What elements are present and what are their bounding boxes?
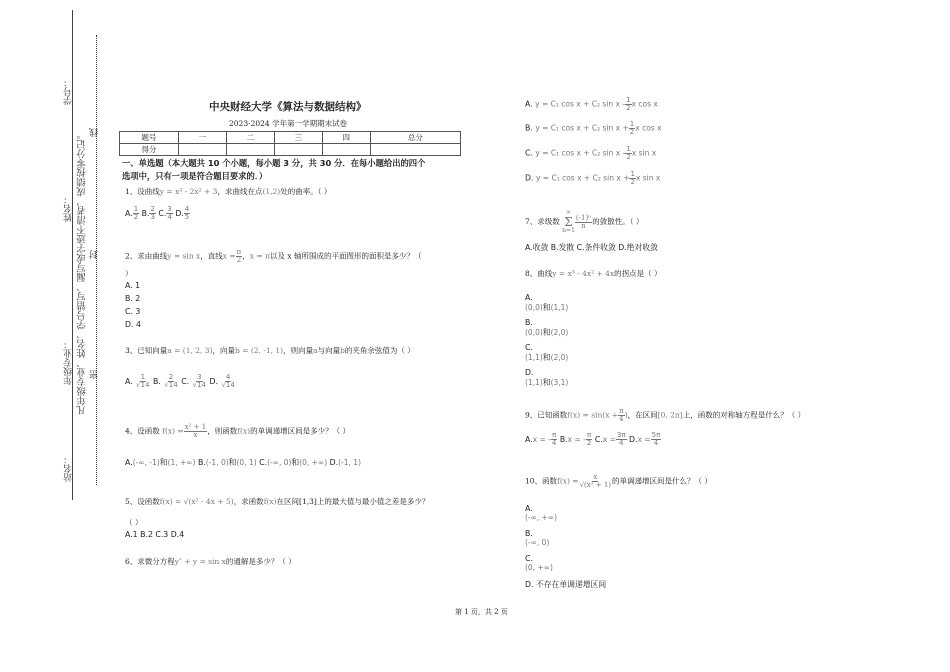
question-5-options[interactable]: A.1 B.2 C.3 D.4 — [125, 530, 185, 539]
seal-char-secret: 密 — [90, 370, 100, 379]
question-3: 3、已知向量a = (1, 2, 3)，向量b = (2, -1, 1)，则向量a与向量b的夹角余弦值为（ ） — [125, 346, 415, 355]
option-c[interactable]: C.(-∞, 0)和(0, +∞) — [259, 458, 328, 467]
option-a[interactable]: A. $\frac{1}{√14}$ — [125, 373, 150, 389]
option-b[interactable]: B.(-1, 0)和(0, 1) — [197, 458, 257, 467]
question-7: 7、求级数 ∞ Σ n=1 $\frac{\text{(-1)ⁿ}}{n}$ 的敛散性。（ ） — [525, 209, 644, 234]
sum-symbol: ∞ Σ n=1 — [562, 209, 575, 234]
option-c[interactable]: C. $\frac{3}{4}$ — [158, 205, 172, 221]
score-header-cell: 四 — [322, 132, 370, 144]
score-input-cell[interactable] — [370, 144, 460, 156]
option-c[interactable]: C. 3 — [125, 307, 141, 316]
question-9: 9、已知函数f(x) = sin(x + $\frac{\pi}{4}$ )，在区间[0, 2π]上，函数的对称轴方程是什么？（ ） — [525, 407, 806, 423]
score-input-cell[interactable] — [226, 144, 274, 156]
option-a[interactable]: A.(-∞, -1)和(1, +∞) — [125, 458, 196, 467]
question-1: 1、设曲线y = x³ - 2x² + 3，求曲线在点(1,2)处的曲率。（ ） — [125, 187, 332, 196]
question-2-cont: ） — [125, 269, 133, 278]
score-header-cell: 一 — [179, 132, 227, 144]
option-a[interactable]: A.x = - $\frac{\pi}{4}$ — [525, 431, 557, 447]
score-table-score-row — [120, 144, 461, 156]
score-header-cell: 二 — [226, 132, 274, 144]
option-b[interactable]: B. $\frac{2}{3}$ — [141, 205, 155, 221]
option-b[interactable]: B. (-∞, 0) — [525, 529, 550, 547]
page-footer: 第 1 页，共 2 页 — [455, 608, 508, 616]
option-d[interactable]: D. $\frac{4}{5}$ — [175, 205, 190, 221]
option-d[interactable]: D. $\frac{4}{√14}$ — [209, 373, 235, 389]
option-d[interactable]: D. (1,1)和(3,1) — [525, 368, 569, 387]
question-7-options[interactable]: A.收敛 B.发散 C.条件收敛 D.绝对收敛 — [525, 243, 658, 252]
option-b[interactable]: B.x = - $\frac{\pi}{2}$ — [559, 431, 592, 447]
option-c[interactable]: C.x = $\frac{3\pi}{4}$ — [594, 431, 626, 447]
seal-char-line: 线 — [90, 128, 100, 137]
exam-title: 中央财经大学《算法与数据结构》 — [209, 101, 367, 113]
question-3-options — [125, 374, 236, 389]
binding-notice: 凡年级专业、姓名、学号错写、漏写或字迹不清者，成绩按零分记。 — [77, 130, 88, 415]
option-b[interactable]: B. 2 — [125, 294, 141, 303]
score-header-cell: 三 — [274, 132, 322, 144]
option-d[interactable]: D.(-1, 1) — [329, 458, 361, 467]
option-d[interactable]: D.x = $\frac{5\pi}{4}$ — [629, 431, 661, 447]
section1-heading-line2: 选项中，只有一项是符合题目要求的．） — [122, 171, 268, 181]
option-a[interactable]: A. y = C₁ cos x + C₂ sin x - $\frac{1}{2}$ x cos x — [525, 96, 658, 112]
option-d[interactable]: D. 不存在单调递增区间 — [525, 580, 607, 589]
question-9-options — [525, 432, 661, 447]
question-8: 8、曲线y = x³ - 4x² + 4x的拐点是（ ） — [525, 269, 662, 278]
score-input-cell[interactable] — [274, 144, 322, 156]
option-c[interactable]: C. (1,1)和(2,0) — [525, 343, 569, 362]
score-row-label: 得分 — [120, 144, 179, 156]
score-table-header-row — [120, 132, 461, 144]
question-5-cont: （ ） — [125, 518, 143, 527]
question-2: 2、求由曲线y = sin x，直线x = $\frac{\pi}{2}$ ，x = π以及 x 轴所围成的平面图形的面积是多少？（ — [125, 248, 422, 264]
option-b[interactable]: B. (0,0)和(2,0) — [525, 318, 569, 337]
option-a[interactable]: A. 1 — [125, 281, 141, 290]
question-5: 5、设函数f(x) = √(x² - 4x + 5)，求函数f(x)在区间[1,3]上的最大值与最小值之差是多少？ — [125, 497, 430, 506]
question-4: 4、设函数 f(x) = $\frac{\text{x² + 1}}{x}$ ，则函数f(x)的单调递增区间是多少？（ ） — [125, 423, 350, 439]
option-b[interactable]: B. $\frac{2}{√14}$ — [153, 373, 178, 389]
name-label: 姓名： — [64, 195, 74, 222]
section1-heading-line1: 一、单选题（本大题共 10 个小题，每小题 3 分，共 30 分．在每小题给出的四个 — [122, 158, 426, 168]
option-a[interactable]: A. (0,0)和(1,1) — [525, 293, 569, 312]
option-c[interactable]: C. (0, +∞) — [525, 554, 553, 572]
option-a[interactable]: A. (-∞, +∞) — [525, 504, 558, 522]
score-table — [119, 131, 461, 156]
score-input-cell[interactable] — [322, 144, 370, 156]
option-c[interactable]: C. y = C₁ cos x + C₂ sin x - $\frac{1}{2}$ x sin x — [525, 145, 657, 161]
grade-major-label: 年级专业： — [64, 340, 74, 385]
seal-char-seal: 封 — [90, 250, 100, 259]
score-header-cell: 总分 — [370, 132, 460, 144]
question-1-options — [125, 206, 190, 221]
score-input-cell[interactable] — [179, 144, 227, 156]
student-id-label: 学号： — [64, 78, 74, 105]
school-label: 站名： — [64, 455, 74, 482]
option-c[interactable]: C. $\frac{3}{√14}$ — [181, 373, 206, 389]
option-d[interactable]: D. y = C₁ cos x + C₂ sin x + $\frac{1}{2}$ x sin x — [525, 170, 661, 186]
exam-subtitle: 2023-2024 学年第一学期期末试卷 — [229, 119, 348, 128]
question-6: 6、求微分方程y″ + y = sin x的通解是多少？（ ） — [125, 557, 296, 566]
option-b[interactable]: B. y = C₁ cos x + C₂ sin x + $\frac{1}{2}$ x cos x — [525, 120, 662, 136]
question-10: 10、函数f(x) = $\frac{x}{\text{√(x² + 1)}}$ 的单调递增区间是什么？（ ） — [525, 473, 712, 489]
question-4-options — [125, 457, 361, 468]
option-d[interactable]: D. 4 — [125, 320, 141, 329]
score-header-cell: 题号 — [120, 132, 179, 144]
option-a[interactable]: A. $\frac{1}{2}$ — [125, 205, 139, 221]
binding-dashed-line — [96, 35, 97, 485]
